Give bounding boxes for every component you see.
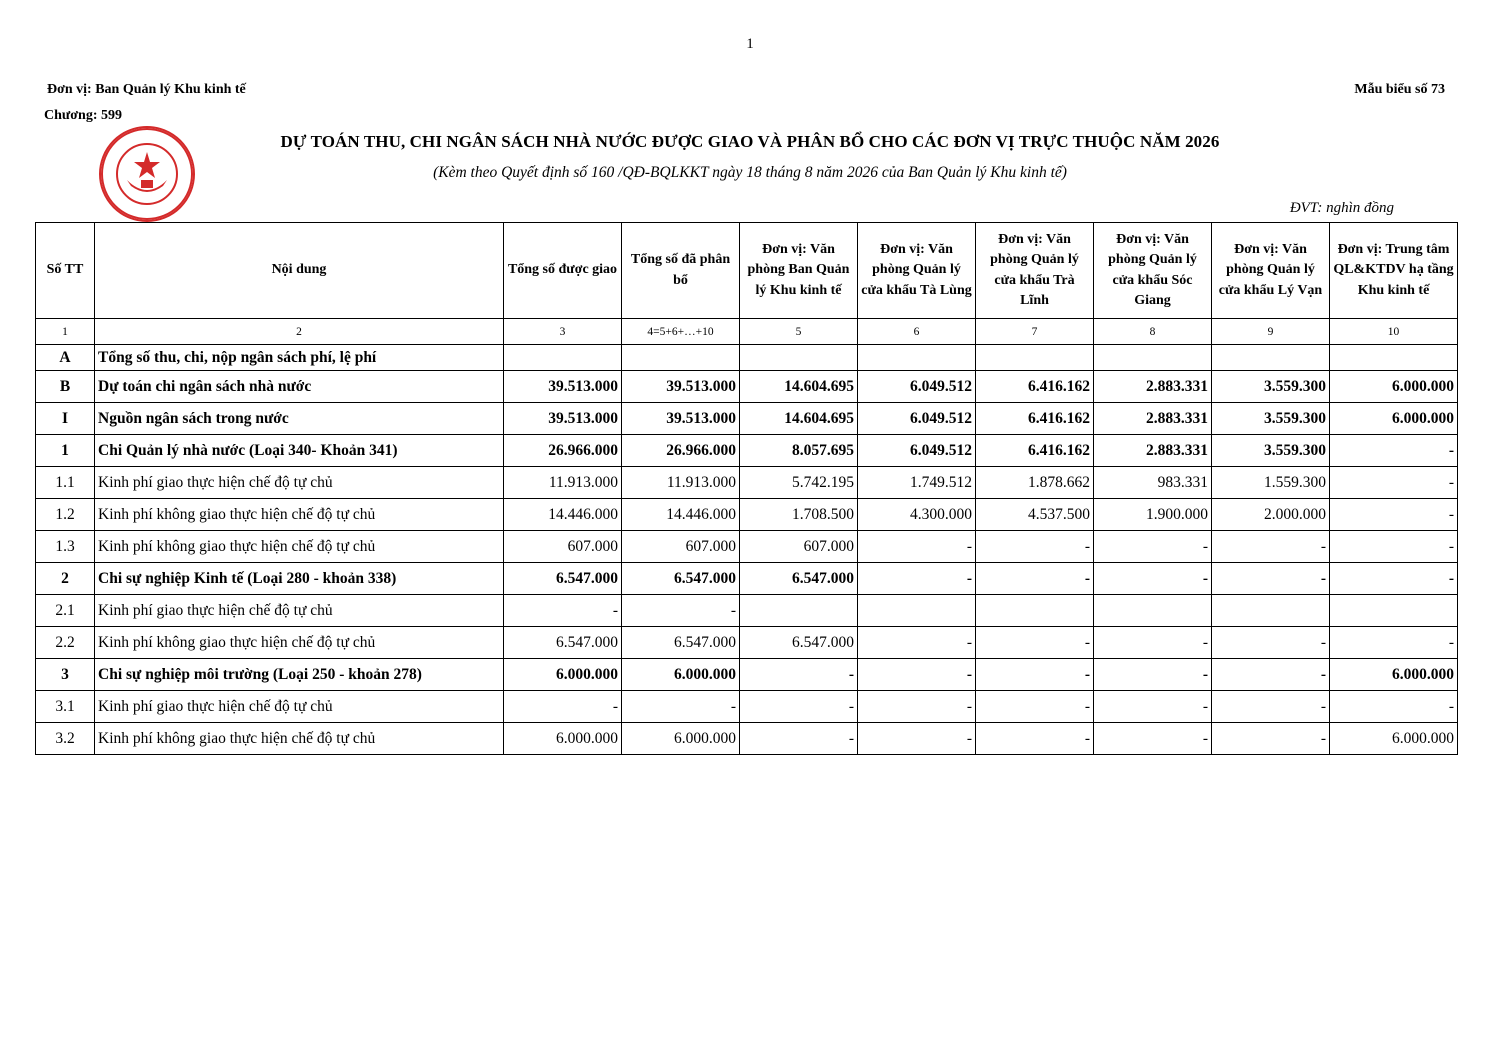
value-cell: 5.742.195: [740, 467, 858, 499]
value-cell: [976, 345, 1094, 371]
column-index-cell: 4=5+6+…+10: [622, 319, 740, 345]
column-index-cell: 5: [740, 319, 858, 345]
form-code: Mẫu biểu số 73: [1354, 82, 1445, 97]
value-cell: -: [1330, 467, 1458, 499]
value-cell: 39.513.000: [622, 403, 740, 435]
value-cell: 14.446.000: [622, 499, 740, 531]
value-cell: -: [1094, 691, 1212, 723]
value-cell: -: [622, 595, 740, 627]
row-content: Dự toán chi ngân sách nhà nước: [95, 371, 504, 403]
value-cell: -: [1330, 531, 1458, 563]
row-content: Nguồn ngân sách trong nước: [95, 403, 504, 435]
value-cell: 607.000: [740, 531, 858, 563]
row-content: Chi sự nghiệp Kinh tế (Loại 280 - khoản 338): [95, 563, 504, 595]
value-cell: 39.513.000: [504, 371, 622, 403]
value-cell: -: [858, 563, 976, 595]
value-cell: -: [622, 691, 740, 723]
value-cell: -: [1330, 435, 1458, 467]
value-cell: 3.559.300: [1212, 435, 1330, 467]
value-cell: -: [1212, 531, 1330, 563]
column-header: Số TT: [36, 223, 95, 319]
value-cell: 11.913.000: [504, 467, 622, 499]
value-cell: 2.000.000: [1212, 499, 1330, 531]
value-cell: 39.513.000: [622, 371, 740, 403]
value-cell: 6.547.000: [504, 563, 622, 595]
value-cell: -: [1212, 563, 1330, 595]
column-header: Tổng số được giao: [504, 223, 622, 319]
column-index-cell: 8: [1094, 319, 1212, 345]
column-index-cell: 10: [1330, 319, 1458, 345]
value-cell: [976, 595, 1094, 627]
column-index-cell: 6: [858, 319, 976, 345]
table-row: [36, 691, 1458, 723]
unit-label: Đơn vị: Ban Quản lý Khu kinh tế: [47, 82, 246, 97]
column-header: Đơn vị: Trung tâm QL&KTDV hạ tầng Khu kinh tế: [1330, 223, 1458, 319]
value-cell: 4.537.500: [976, 499, 1094, 531]
value-cell: 6.000.000: [1330, 403, 1458, 435]
row-content: Tổng số thu, chi, nộp ngân sách phí, lệ phí: [95, 345, 504, 371]
value-cell: 3.559.300: [1212, 371, 1330, 403]
row-content: Kinh phí giao thực hiện chế độ tự chủ: [95, 595, 504, 627]
table-row: [36, 531, 1458, 563]
value-cell: 6.547.000: [740, 563, 858, 595]
value-cell: -: [1212, 659, 1330, 691]
value-cell: -: [858, 723, 976, 755]
value-cell: 6.416.162: [976, 435, 1094, 467]
value-cell: -: [740, 723, 858, 755]
document-subtitle: (Kèm theo Quyết định số 160 /QĐ-BQLKKT ngày 18 tháng 8 năm 2026 của Ban Quản lý Khu kinh tế): [433, 164, 1067, 181]
value-cell: 6.547.000: [622, 627, 740, 659]
value-cell: 3.559.300: [1212, 403, 1330, 435]
value-cell: -: [858, 691, 976, 723]
row-number: 3: [36, 659, 95, 691]
row-number: I: [36, 403, 95, 435]
row-number: 1: [36, 435, 95, 467]
value-cell: 2.883.331: [1094, 435, 1212, 467]
table-row: [36, 435, 1458, 467]
row-number: B: [36, 371, 95, 403]
value-cell: 1.749.512: [858, 467, 976, 499]
row-number: 3.1: [36, 691, 95, 723]
currency-unit-note: ĐVT: nghìn đồng: [1289, 200, 1394, 216]
row-number: 1.2: [36, 499, 95, 531]
value-cell: [740, 595, 858, 627]
row-content: Kinh phí không giao thực hiện chế độ tự chủ: [95, 499, 504, 531]
value-cell: 607.000: [504, 531, 622, 563]
value-cell: 6.000.000: [504, 659, 622, 691]
value-cell: -: [858, 627, 976, 659]
column-index-cell: 9: [1212, 319, 1330, 345]
value-cell: 14.604.695: [740, 403, 858, 435]
column-header: Đơn vị: Văn phòng Quản lý cửa khẩu Tà Lùng: [858, 223, 976, 319]
row-content: Kinh phí giao thực hiện chế độ tự chủ: [95, 467, 504, 499]
value-cell: -: [1330, 691, 1458, 723]
column-index-cell: 7: [976, 319, 1094, 345]
column-header: Đơn vị: Văn phòng Quản lý cửa khẩu Sóc Giang: [1094, 223, 1212, 319]
table-row: [36, 403, 1458, 435]
column-index-cell: 3: [504, 319, 622, 345]
value-cell: -: [976, 691, 1094, 723]
table-row: [36, 499, 1458, 531]
value-cell: [1094, 595, 1212, 627]
value-cell: 6.547.000: [622, 563, 740, 595]
value-cell: -: [1094, 627, 1212, 659]
value-cell: -: [976, 659, 1094, 691]
value-cell: 6.000.000: [622, 659, 740, 691]
table-row: [36, 595, 1458, 627]
row-content: Kinh phí không giao thực hiện chế độ tự chủ: [95, 531, 504, 563]
row-number: 1.1: [36, 467, 95, 499]
value-cell: -: [1094, 659, 1212, 691]
column-header: Đơn vị: Văn phòng Ban Quản lý Khu kinh tế: [740, 223, 858, 319]
value-cell: 6.416.162: [976, 371, 1094, 403]
value-cell: 26.966.000: [622, 435, 740, 467]
row-content: Kinh phí giao thực hiện chế độ tự chủ: [95, 691, 504, 723]
row-number: 2: [36, 563, 95, 595]
table-row: [36, 371, 1458, 403]
table-row: [36, 723, 1458, 755]
value-cell: 6.049.512: [858, 371, 976, 403]
column-header: Nội dung: [95, 223, 504, 319]
value-cell: 6.547.000: [504, 627, 622, 659]
value-cell: -: [504, 595, 622, 627]
value-cell: -: [504, 691, 622, 723]
value-cell: 6.547.000: [740, 627, 858, 659]
value-cell: [622, 345, 740, 371]
column-index-cell: 2: [95, 319, 504, 345]
value-cell: 607.000: [622, 531, 740, 563]
table-row: [36, 563, 1458, 595]
value-cell: 8.057.695: [740, 435, 858, 467]
value-cell: 6.000.000: [1330, 723, 1458, 755]
value-cell: 6.049.512: [858, 403, 976, 435]
value-cell: -: [858, 659, 976, 691]
row-content: Chi sự nghiệp môi trường (Loại 250 - khoản 278): [95, 659, 504, 691]
value-cell: -: [976, 627, 1094, 659]
table-header-row: [36, 223, 1458, 319]
value-cell: -: [1094, 531, 1212, 563]
column-header: Đơn vị: Văn phòng Quản lý cửa khẩu Trà Lĩnh: [976, 223, 1094, 319]
value-cell: 11.913.000: [622, 467, 740, 499]
row-number: 2.1: [36, 595, 95, 627]
column-header: Đơn vị: Văn phòng Quản lý cửa khẩu Lý Vạn: [1212, 223, 1330, 319]
chapter-label: Chương: 599: [44, 108, 122, 123]
value-cell: -: [976, 531, 1094, 563]
value-cell: [1094, 345, 1212, 371]
value-cell: 6.416.162: [976, 403, 1094, 435]
value-cell: [858, 595, 976, 627]
value-cell: [858, 345, 976, 371]
value-cell: 1.559.300: [1212, 467, 1330, 499]
value-cell: -: [1094, 723, 1212, 755]
document-title: DỰ TOÁN THU, CHI NGÂN SÁCH NHÀ NƯỚC ĐƯỢC GIAO VÀ PHÂN BỔ CHO CÁC ĐƠN VỊ TRỰC THUỘC NĂM 2026: [280, 132, 1220, 151]
value-cell: 14.604.695: [740, 371, 858, 403]
value-cell: 983.331: [1094, 467, 1212, 499]
value-cell: [1212, 345, 1330, 371]
table-row: [36, 345, 1458, 371]
value-cell: -: [1212, 723, 1330, 755]
value-cell: 2.883.331: [1094, 403, 1212, 435]
value-cell: 14.446.000: [504, 499, 622, 531]
value-cell: -: [740, 691, 858, 723]
value-cell: -: [976, 563, 1094, 595]
row-content: Kinh phí không giao thực hiện chế độ tự chủ: [95, 723, 504, 755]
column-header: Tổng số đã phân bổ: [622, 223, 740, 319]
value-cell: 26.966.000: [504, 435, 622, 467]
row-number: A: [36, 345, 95, 371]
value-cell: -: [1330, 499, 1458, 531]
value-cell: -: [1212, 691, 1330, 723]
value-cell: 1.878.662: [976, 467, 1094, 499]
value-cell: 6.000.000: [622, 723, 740, 755]
value-cell: [504, 345, 622, 371]
budget-table: [35, 222, 1458, 755]
row-number: 1.3: [36, 531, 95, 563]
value-cell: -: [1330, 627, 1458, 659]
table-row: [36, 467, 1458, 499]
value-cell: [1330, 345, 1458, 371]
row-number: 2.2: [36, 627, 95, 659]
value-cell: 1.708.500: [740, 499, 858, 531]
value-cell: 6.049.512: [858, 435, 976, 467]
value-cell: 6.000.000: [1330, 659, 1458, 691]
value-cell: 6.000.000: [1330, 371, 1458, 403]
column-index-row: [36, 319, 1458, 345]
value-cell: 4.300.000: [858, 499, 976, 531]
table-row: [36, 659, 1458, 691]
value-cell: [1330, 595, 1458, 627]
value-cell: -: [1094, 563, 1212, 595]
value-cell: -: [858, 531, 976, 563]
value-cell: 39.513.000: [504, 403, 622, 435]
row-content: Chi Quản lý nhà nước (Loại 340- Khoản 341): [95, 435, 504, 467]
page-number: 1: [746, 36, 754, 52]
row-content: Kinh phí không giao thực hiện chế độ tự chủ: [95, 627, 504, 659]
column-index-cell: 1: [36, 319, 95, 345]
row-number: 3.2: [36, 723, 95, 755]
value-cell: [740, 345, 858, 371]
value-cell: -: [740, 659, 858, 691]
value-cell: -: [976, 723, 1094, 755]
value-cell: -: [1330, 563, 1458, 595]
value-cell: 2.883.331: [1094, 371, 1212, 403]
value-cell: 1.900.000: [1094, 499, 1212, 531]
value-cell: 6.000.000: [504, 723, 622, 755]
value-cell: -: [1212, 627, 1330, 659]
value-cell: [1212, 595, 1330, 627]
table-row: [36, 627, 1458, 659]
